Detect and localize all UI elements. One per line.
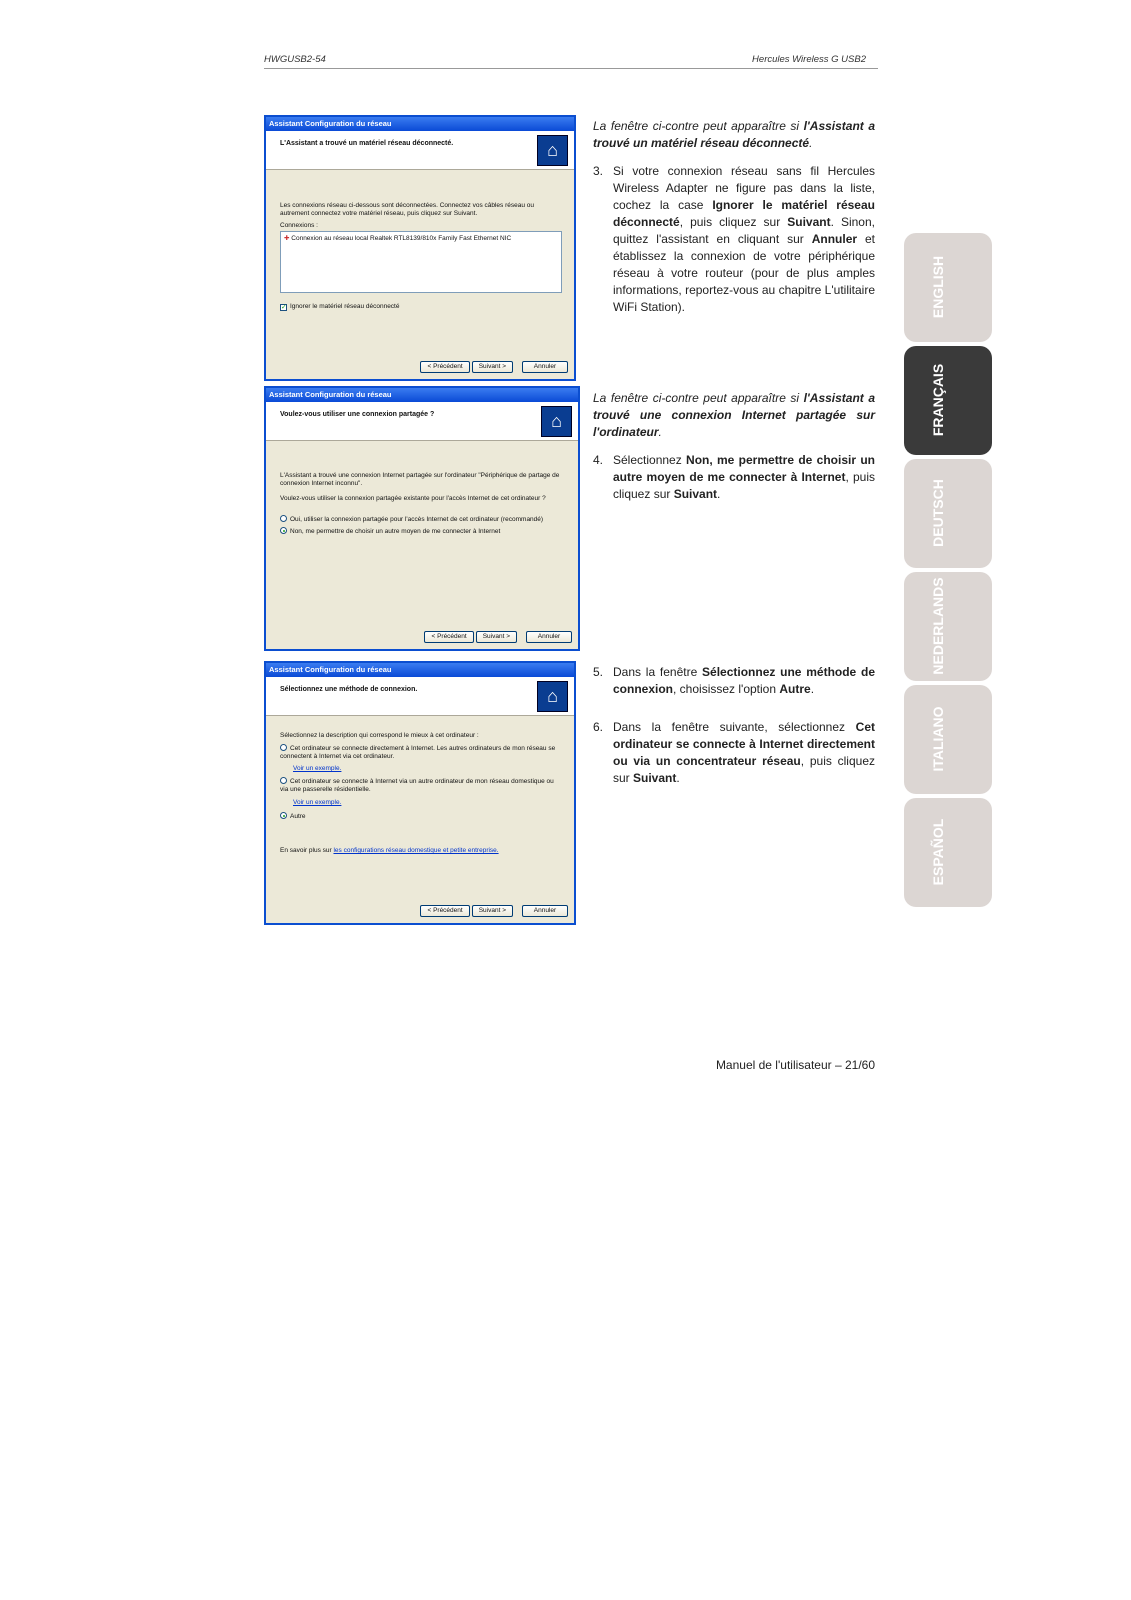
radio-selected-icon[interactable]	[280, 527, 287, 534]
network-wizard-icon: ⌂	[537, 135, 568, 166]
step-number: 3.	[593, 164, 604, 178]
note-emphasis: l'Assistant a trouvé une connexion Internet partagée sur l'ordinateur	[593, 391, 875, 439]
next-button[interactable]: Suivant >	[476, 631, 517, 643]
dialog-header	[266, 131, 574, 170]
step-bold: Ignorer le matériel réseau déconnecté	[613, 198, 875, 229]
note-emphasis: l'Assistant a trouvé un matériel réseau déconnecté	[593, 119, 875, 150]
dialog-heading: L'Assistant a trouvé un matériel réseau déconnecté.	[280, 140, 454, 147]
step-bold: Suivant	[787, 215, 831, 229]
dialog-buttons	[422, 631, 572, 643]
step-text: Dans la fenêtre suivante, sélectionnez	[613, 720, 856, 734]
dialog-title: Assistant Configuration du réseau	[266, 388, 578, 402]
example-link-1[interactable]	[293, 765, 573, 773]
option-direct[interactable]	[280, 744, 560, 761]
step-text: . Sinon, quittez l'assistant en cliquant sur	[613, 215, 875, 246]
note-disconnected	[593, 118, 875, 152]
tab-deutsch[interactable]	[904, 459, 992, 568]
step-text: Dans la fenêtre	[613, 665, 703, 679]
dialog-title: Assistant Configuration du réseau	[266, 663, 574, 677]
dialog-buttons	[418, 905, 568, 917]
learn-more-link[interactable]: les configurations réseau domestique et petite entreprise.	[333, 847, 499, 854]
previous-button[interactable]: < Précédent	[420, 361, 469, 373]
note-shared	[593, 390, 875, 441]
step-3	[593, 163, 875, 316]
network-wizard-icon: ⌂	[537, 681, 568, 712]
network-connection-icon: ✚	[284, 235, 290, 242]
option-other-label: Autre	[290, 813, 306, 820]
step-text: , puis cliquez sur	[679, 215, 788, 229]
dialog-text-2: Voulez-vous utiliser la connexion partagée existante pour l'accès Internet de cet ordinateur ?	[280, 495, 546, 502]
note-text: La fenêtre ci-contre peut apparaître si	[593, 119, 804, 133]
step-text: et établissez la connexion de votre périphérique réseau à votre routeur (pour de plus amples informations, reportez-vous au chapitre L'utilitaire WiFi Station).	[613, 232, 876, 314]
step-number: 5.	[593, 665, 604, 679]
dialog-title: Assistant Configuration du réseau	[266, 117, 574, 131]
cancel-button[interactable]: Annuler	[526, 631, 572, 643]
step-bold: Annuler	[811, 232, 858, 246]
tab-label: FRANÇAIS	[930, 363, 946, 437]
checkbox-checked-icon[interactable]: ✓	[281, 304, 287, 311]
dialog-text: Sélectionnez la description qui correspond le mieux à cet ordinateur :	[280, 732, 479, 739]
tab-francais[interactable]	[904, 346, 992, 455]
dialog-heading: Voulez-vous utiliser une connexion partagée ?	[280, 411, 435, 418]
dialog-buttons	[418, 361, 568, 373]
step-bold: Cet ordinateur se connecte à Internet directement ou via un concentrateur réseau	[613, 720, 875, 768]
dialog-text: Les connexions réseau ci-dessous sont déconnectées. Connectez vos câbles réseau ou autrement connectez votre matériel réseau, puis cliquez sur Suivant.	[280, 202, 535, 217]
radio-selected-icon[interactable]	[280, 812, 287, 819]
example-link-2[interactable]	[293, 799, 573, 807]
option-yes-label: Oui, utiliser la connexion partagée pour l'accès Internet de cet ordinateur (recommandé)	[290, 516, 544, 523]
option-yes[interactable]	[280, 515, 570, 524]
option-other[interactable]	[280, 812, 570, 821]
tab-english[interactable]	[904, 233, 992, 342]
list-item[interactable]: Connexion au réseau local Realtek RTL8139/810x Family Fast Ethernet NIC	[291, 235, 512, 242]
option-via-other-label: Cet ordinateur se connecte à Internet via un autre ordinateur de mon réseau domestique ou via une passerelle résidentielle.	[280, 778, 554, 793]
previous-button[interactable]: < Précédent	[424, 631, 473, 643]
option-no-label: Non, me permettre de choisir un autre moyen de me connecter à Internet	[290, 528, 501, 535]
radio-icon[interactable]	[280, 515, 287, 522]
tab-label: ESPAÑOL	[930, 818, 946, 886]
step-bold: Suivant	[673, 487, 718, 501]
network-wizard-icon: ⌂	[541, 406, 572, 437]
note-text: .	[658, 425, 662, 439]
ignore-checkbox-row[interactable]	[280, 303, 560, 311]
cancel-button[interactable]: Annuler	[522, 905, 568, 917]
dialog-heading: Sélectionnez une méthode de connexion.	[280, 686, 418, 693]
step-6	[593, 719, 875, 787]
list-label: Connexions :	[280, 222, 318, 229]
dialog-header	[266, 402, 578, 441]
connections-list[interactable]	[280, 231, 562, 293]
step-text: Sélectionnez	[613, 453, 687, 467]
option-direct-label: Cet ordinateur se connecte directement à Internet. Les autres ordinateurs de mon réseau se connectent à Internet via cet ordinateur.	[280, 745, 556, 760]
next-button[interactable]: Suivant >	[472, 361, 513, 373]
dialog-shared-connection	[264, 386, 580, 651]
tab-italiano[interactable]	[904, 685, 992, 794]
tab-label: DEUTSCH	[930, 479, 946, 547]
step-text: .	[717, 487, 721, 501]
note-text: .	[809, 136, 813, 150]
step-bold: Sélectionnez une méthode de connexion	[613, 665, 876, 696]
step-bold: Non, me permettre de choisir un autre moyen de me connecter à Internet	[613, 453, 875, 484]
tab-nederlands[interactable]	[904, 572, 992, 681]
step-4	[593, 452, 875, 503]
step-bold: Autre	[779, 682, 811, 696]
step-text: Si votre connexion réseau sans fil Hercules Wireless Adapter ne figure pas dans la liste, cochez la case	[613, 164, 875, 212]
radio-icon[interactable]	[280, 777, 287, 784]
step-bold: Suivant	[633, 771, 677, 785]
example-link-text[interactable]: Voir un exemple.	[293, 765, 342, 772]
step-5	[593, 664, 875, 698]
step-text: , choisissez l'option	[673, 682, 780, 696]
dialog-connection-method	[264, 661, 576, 925]
tab-label: ENGLISH	[930, 255, 946, 319]
header-model: HWGUSB2-54	[264, 54, 326, 65]
checkbox-label: Ignorer le matériel réseau déconnecté	[290, 303, 400, 310]
tab-espanol[interactable]	[904, 798, 992, 907]
header-product: Hercules Wireless G USB2	[752, 54, 866, 65]
page-header	[264, 54, 878, 69]
step-text: .	[676, 771, 680, 785]
next-button[interactable]: Suivant >	[472, 905, 513, 917]
step-text: .	[810, 682, 815, 696]
tab-label: ITALIANO	[930, 706, 946, 772]
example-link-text[interactable]: Voir un exemple.	[293, 799, 342, 806]
note-text: La fenêtre ci-contre peut apparaître si	[593, 391, 804, 405]
step-number: 4.	[593, 453, 604, 467]
cancel-button[interactable]: Annuler	[522, 361, 568, 373]
learn-more	[280, 847, 560, 855]
tab-label: NEDERLANDS	[930, 577, 946, 675]
step-text: , puis cliquez sur	[613, 754, 875, 785]
radio-icon[interactable]	[280, 744, 287, 751]
learn-more-prefix: En savoir plus sur	[280, 847, 334, 854]
step-text: , puis cliquez sur	[613, 470, 875, 501]
option-no[interactable]	[280, 527, 570, 536]
dialog-text-1: L'Assistant a trouvé une connexion Internet partagée sur l'ordinateur "Périphérique de partage de connexion Internet inconnu".	[280, 472, 560, 487]
page-footer: Manuel de l'utilisateur – 21/60	[715, 1058, 875, 1072]
dialog-header	[266, 677, 574, 716]
option-via-other[interactable]	[280, 777, 560, 794]
dialog-disconnected-hardware	[264, 115, 576, 381]
previous-button[interactable]: < Précédent	[420, 905, 469, 917]
step-number: 6.	[593, 720, 604, 734]
